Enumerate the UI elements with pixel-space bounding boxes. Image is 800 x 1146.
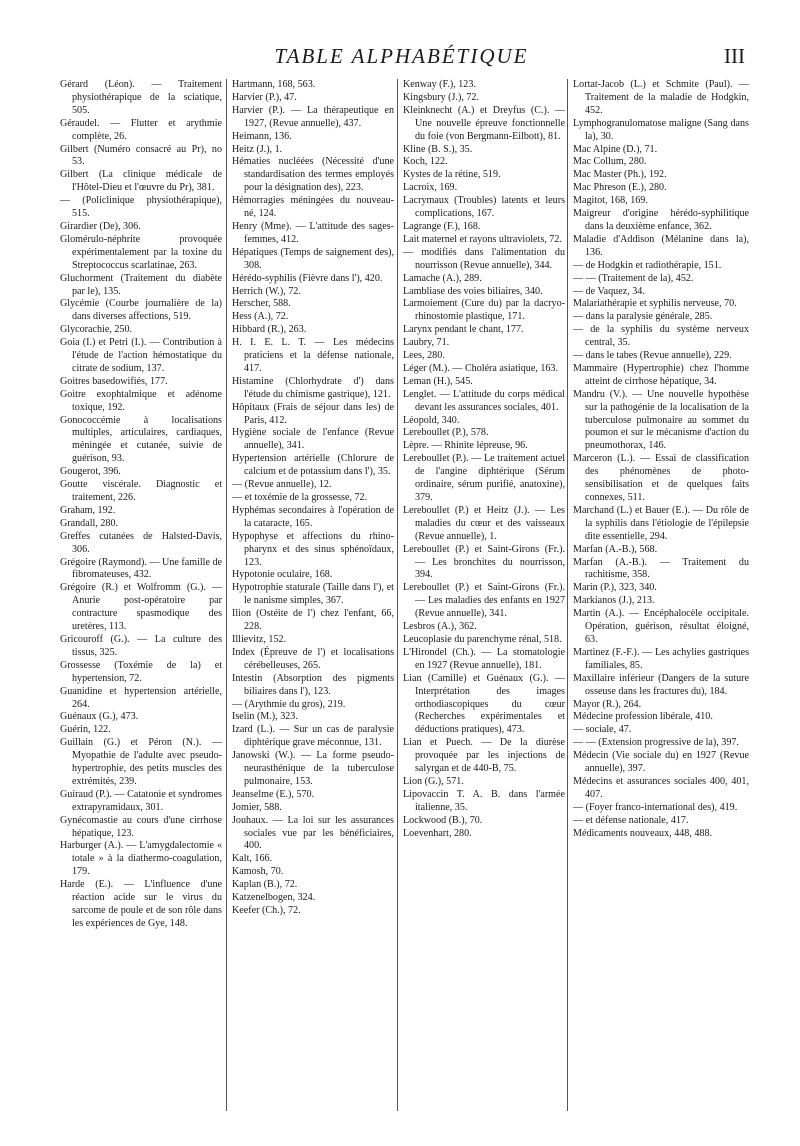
index-entry: Kamosh, 70. xyxy=(232,866,284,878)
index-entry: Guénaux (G.), 473. xyxy=(60,711,139,723)
index-entry: Lacroix, 169. xyxy=(403,182,458,194)
index-entry: Maigreur d'origine hérédo-syphilitique dans la deuxième enfance, 362. xyxy=(573,208,749,232)
index-entry: Léopold, 340. xyxy=(403,414,460,426)
index-entry: Herscher, 588. xyxy=(232,298,291,310)
index-entry: Janowski (W.). — La forme pseudo-neurasthénique de la tuberculose pulmonaire, 153. xyxy=(232,750,394,787)
index-entry: Larynx pendant le chant, 177. xyxy=(403,324,524,336)
index-entry: Martinez (F.-F.). — Les achylies gastriques familiales, 85. xyxy=(573,646,749,671)
index-entry: Gilbert (La clinique médicale de l'Hôtel-Dieu et l'œuvre du Pr), 381. xyxy=(60,169,222,194)
index-entry: Géraudel. — Flutter et arythmie complète, 26. xyxy=(60,117,222,142)
index-entry: Hérédo-syphilis (Fièvre dans l'), 420. xyxy=(232,272,383,284)
index-entry: Gilbert (Numéro consacré au Pr), no 53. xyxy=(60,143,222,168)
index-entry: Laubry, 71. xyxy=(403,337,450,349)
index-entry: — (Revue annuelle), 12. xyxy=(232,479,332,491)
index-entry: Goitre exophtalmique et adénome toxique, 192. xyxy=(60,388,222,413)
index-entry: Heitz (J.), 1. xyxy=(232,143,283,155)
index-entry: Iselin (M.), 323. xyxy=(232,711,298,723)
index-entry: — — (Traitement de la), 452. xyxy=(573,272,694,284)
index-entry: Lereboullet (P.), 578. xyxy=(403,427,489,439)
index-entry: Lockwood (B.), 70. xyxy=(403,814,483,826)
index-entry: — et défense nationale, 417. xyxy=(573,814,689,826)
index-entry: Lees, 280. xyxy=(403,350,445,362)
index-entry: Grégoire (R.) et Wolfromm (G.). — Anurie post-opératoire par contracture spasmodique des uretères, 113. xyxy=(60,582,222,633)
page-title: TABLE ALPHABÉTIQUE xyxy=(274,44,529,68)
index-entry: Lereboullet (P.) et Heitz (J.). — Les maladies du cœur et des vaisseaux (Revue annuelle), 1. xyxy=(403,504,565,542)
page-number: III xyxy=(724,44,745,68)
index-entry: Izard (L.). — Sur un cas de paralysie diphtérique grave méconnue, 131. xyxy=(232,724,394,749)
index-entry: Médicaments nouveaux, 448, 488. xyxy=(573,827,713,839)
index-entry: Goitres basedowifiés, 177. xyxy=(60,375,168,387)
index-entry: Glomérulo-néphrite provoquée expérimentalement par la toxine du Streptococcus scarlatinae, 263. xyxy=(60,233,222,271)
index-entry: Gougerot, 396. xyxy=(60,466,121,478)
index-entry: Kleinknecht (A.) et Dreyfus (C.). — Une nouvelle épreuve fonctionnelle du foie (von Bergmann-Eilbott), 81. xyxy=(403,104,565,142)
index-entry: Larmoiement (Cure du) par la dacryo-rhinostomie plastique, 171. xyxy=(403,298,565,323)
index-entry: Harvier (P.), 47. xyxy=(232,91,297,103)
index-column-3 xyxy=(403,79,565,840)
index-entry: Henry (Mme). — L'attitude des sages-femmes, 412. xyxy=(232,220,394,245)
index-entry: Marfan (A.-B.). — Traitement du rachitisme, 358. xyxy=(573,556,749,581)
index-entry: Hartmann, 168, 563. xyxy=(232,79,316,90)
index-entry: Magitot, 168, 169. xyxy=(573,195,648,207)
index-entry: Hygiène sociale de l'enfance (Revue annuelle), 341. xyxy=(232,427,394,452)
index-column-2 xyxy=(232,79,394,918)
index-entry: Kingsbury (J.), 72. xyxy=(403,91,479,103)
index-entry: Katzenelbogen, 324. xyxy=(232,892,316,904)
index-entry: Lamache (A.), 289. xyxy=(403,272,482,284)
index-entry: Glycorachie, 250. xyxy=(60,324,133,336)
index-entry: Mac Master (Ph.), 192. xyxy=(573,169,667,181)
index-entry: Index (Épreuve de l') et localisations cérébelleuses, 265. xyxy=(232,646,394,671)
index-entry: Girardier (De), 306. xyxy=(60,220,141,232)
index-entry: Lesbros (A.), 362. xyxy=(403,621,477,633)
index-entry: Goia (I.) et Petri (I.). — Contribution à l'étude de l'action hémostatique du citrate de sodium, 137. xyxy=(60,337,222,374)
index-entry: — dans la paralysie générale, 285. xyxy=(573,311,713,323)
index-entry: Lèpre. — Rhinite lépreuse, 96. xyxy=(403,440,528,452)
index-entry: — — (Extension progressive de la), 397. xyxy=(573,737,739,749)
index-entry: Guillain (G.) et Péron (N.). — Myopathie de l'adulte avec pseudo-hypertrophie, des petits muscles des extrémités, 239. xyxy=(60,737,222,787)
index-entry: Ilion (Ostéite de l') chez l'enfant, 66, 228. xyxy=(232,608,394,633)
index-entry: Grégoire (Raymond). — Une famille de fibromateuses, 432. xyxy=(60,556,223,581)
index-entry: Lereboullet (P.). — Le traitement actuel de l'angine diphtérique (Sérum ordinaire, sérum purifié, anatoxine), 379. xyxy=(403,453,565,503)
index-entry: Harburger (A.). — L'amygdalectomie « totale » à la diathermo-coagulation, 179. xyxy=(60,840,222,878)
index-entry: Hépatiques (Temps de saignement des), 308. xyxy=(232,246,394,271)
index-column-4 xyxy=(573,79,749,840)
index-entry: Mandru (V.). — Une nouvelle hypothèse sur la pathogénie de la localisation de la tuberculose pulmonaire au sommet du poumon et sur le mécanisme d'action du pneumothorax, 146. xyxy=(573,388,749,452)
index-entry: H. I. E. L. T. — Les médecins praticiens et la défense nationale, 417. xyxy=(232,337,394,374)
index-entry: Marceron (L.). — Essai de classification des phénomènes de photo-sensibilisation et de quelques faits connexes, 511. xyxy=(573,453,749,503)
index-entry: Marfan (A.-B.), 568. xyxy=(573,543,658,555)
index-entry: Lian (Camille) et Guénaux (G.). — Interprétation des images orthodiascopiques du cœur (Recherches expérimentales et déductions pratiques), 473. xyxy=(403,672,565,736)
index-entry: Malariathérapie et syphilis nerveuse, 70. xyxy=(573,298,737,310)
index-entry: Lymphogranulomatose maligne (Sang dans la), 30. xyxy=(573,117,749,142)
index-entry: Médecine profession libérale, 410. xyxy=(573,711,713,723)
index-entry: — et toxémie de la grossesse, 72. xyxy=(232,492,368,503)
index-entry: Maxillaire inférieur (Dangers de la suture osseuse dans les fractures du), 184. xyxy=(573,672,749,697)
index-entry: Léger (M.). — Choléra asiatique, 163. xyxy=(403,362,559,374)
index-entry: Lenglet. — L'attitude du corps médical devant les assurances sociales, 401. xyxy=(403,388,565,413)
index-entry: Hypotrophie staturale (Taille dans l'), et le nanisme simples, 367. xyxy=(232,582,394,607)
index-entry: Glycémie (Courbe journalière de la) dans diverses affections, 519. xyxy=(60,298,222,323)
index-entry: Lion (G.), 571. xyxy=(403,775,464,787)
index-entry: — sociale, 47. xyxy=(573,724,632,736)
index-entry: Marin (P.), 323, 340. xyxy=(573,582,657,594)
index-entry: Koch, 122. xyxy=(403,156,448,168)
index-entry: Kalt, 166. xyxy=(232,853,273,865)
index-entry: Intestin (Absorption des pigments biliaires dans l'), 123. xyxy=(232,672,394,697)
index-entry: Lait maternel et rayons ultraviolets, 72. xyxy=(403,233,562,245)
page-header xyxy=(58,44,745,74)
index-entry: Hyphémas secondaires à l'opération de la cataracte, 165. xyxy=(232,504,394,529)
index-columns xyxy=(60,79,755,1139)
index-entry: Lipovaccin T. A. B. dans l'armée italienne, 35. xyxy=(403,788,565,813)
index-entry: Jomier, 588. xyxy=(232,801,282,813)
index-entry: Hôpitaux (Frais de séjour dans les) de Paris, 412. xyxy=(232,401,394,426)
index-entry: Lian et Puech. — De la diurèse provoquée par les injections de salyrgan et de 440-B, 75. xyxy=(403,737,565,775)
index-entry: Kline (B. S.), 35. xyxy=(403,143,473,155)
index-entry: L'Hirondel (Ch.). — La stomatologie en 1927 (Revue annuelle), 181. xyxy=(403,646,565,671)
index-entry: Guiraud (P.). — Catatonie et syndromes extrapyramidaux, 301. xyxy=(60,788,222,813)
index-entry: — de Hodgkin et radiothérapie, 151. xyxy=(573,259,722,271)
index-entry: Lereboullet (P.) et Saint-Girons (Fr.). — Les bronchites du nourrisson, 394. xyxy=(403,543,565,581)
index-entry: Marchand (L.) et Bauer (E.). — Du rôle de la syphilis dans l'étiologie de l'épilepsie dite essentielle, 294. xyxy=(573,504,749,542)
index-column-1 xyxy=(60,79,222,931)
column-divider xyxy=(397,79,398,1111)
index-entry: Mammaire (Hypertrophie) chez l'homme atteint de cirrhose hépatique, 34. xyxy=(573,362,749,387)
index-entry: Harde (E.). — L'influence d'une réaction acide sur le virus du sarcome de poule et de son rôle dans les expériences de Gye, 148. xyxy=(60,879,222,929)
index-entry: — dans le tabes (Revue annuelle), 229. xyxy=(573,350,732,362)
index-entry: Keefer (Ch.), 72. xyxy=(232,905,301,916)
index-entry: Goutte viscérale. Diagnostic et traitement, 226. xyxy=(60,479,222,503)
index-entry: — de Vaquez, 34. xyxy=(573,285,645,297)
column-divider xyxy=(226,79,227,1111)
index-entry: Markianos (J.), 213. xyxy=(573,595,655,607)
index-entry: Gérard (Léon). — Traitement physiothérapique de la sciatique, 505. xyxy=(60,79,222,116)
index-entry: Hess (A.), 72. xyxy=(232,311,289,323)
index-entry: Grossesse (Toxémie de la) et hypertension, 72. xyxy=(60,659,222,684)
index-entry: — (Arythmie du gros), 219. xyxy=(232,698,346,710)
index-entry: Hypertension artérielle (Chlorure de calcium et de potassium dans l'), 35. xyxy=(232,453,394,478)
index-entry: Médecin (Vie sociale du) en 1927 (Revue annuelle), 397. xyxy=(573,750,749,775)
index-entry: Heimann, 136. xyxy=(232,130,292,142)
index-entry: Grandall, 280. xyxy=(60,517,119,529)
index-entry: Kaplan (B.), 72. xyxy=(232,879,298,891)
index-entry: Kystes de la rétine, 519. xyxy=(403,169,501,181)
index-entry: Harvier (P.). — La thérapeutique en 1927, (Revue annuelle), 437. xyxy=(232,104,394,129)
index-entry: Guanidine et hypertension artérielle, 264. xyxy=(60,685,222,710)
index-entry: Médecins et assurances sociales 400, 401, 407. xyxy=(573,775,749,800)
index-entry: Lagrange (F.), 168. xyxy=(403,220,481,232)
index-entry: — (Foyer franco-international des), 419. xyxy=(573,801,738,813)
index-entry: Hypotonie oculaire, 168. xyxy=(232,569,333,581)
index-entry: Herrich (W.), 72. xyxy=(232,285,301,297)
index-entry: Leman (H.), 545. xyxy=(403,375,473,387)
index-entry: Loevenhart, 280. xyxy=(403,827,472,839)
index-entry: Graham, 192. xyxy=(60,504,116,516)
index-entry: Mac Phreson (E.), 280. xyxy=(573,182,667,194)
index-entry: Hémorragies méningées du nouveau-né, 124. xyxy=(232,195,394,220)
index-entry: Lambliase des voies biliaires, 340. xyxy=(403,285,543,297)
index-entry: Mac Collum, 280. xyxy=(573,156,647,168)
index-entry: Jeanselme (E.), 570. xyxy=(232,788,315,800)
index-entry: Jouhaux. — La loi sur les assurances sociales vue par les bénéficiaires, 400. xyxy=(232,814,394,852)
index-entry: Leucoplasie du parenchyme rénal, 518. xyxy=(403,633,562,645)
index-entry: Gluchorment (Traitement du diabète par le), 135. xyxy=(60,272,222,297)
index-entry: Lacrymaux (Troubles) latents et leurs complications, 167. xyxy=(403,195,565,220)
column-divider xyxy=(567,79,568,1111)
index-entry: Greffes cutanées de Halsted-Davis, 306. xyxy=(60,530,222,555)
index-entry: Gynécomastie au cours d'une cirrhose hépatique, 123. xyxy=(60,814,222,839)
index-entry: — modifiés dans l'alimentation du nourrisson (Revue annuelle), 344. xyxy=(403,246,565,271)
index-entry: Lortat-Jacob (L.) et Schmite (Paul). — Traitement de la maladie de Hodgkin, 452. xyxy=(573,79,749,116)
index-entry: Illievitz, 152. xyxy=(232,633,287,645)
index-entry: Hématies nucléées (Nécessité d'une standardisation des termes employés pour la désignation des), 223. xyxy=(232,156,394,194)
index-entry: Guérin, 122. xyxy=(60,724,111,736)
index-entry: Lereboullet (P.) et Saint-Girons (Fr.). — Les maladies des enfants en 1927 (Revue annuelle), 341. xyxy=(403,582,565,620)
index-entry: Kenway (F.), 123. xyxy=(403,79,476,90)
index-entry: Hypophyse et affections du rhino-pharynx et des sinus sphénoïdaux, 123. xyxy=(232,530,394,568)
index-entry: Hibbard (R.), 263. xyxy=(232,324,307,336)
index-entry: Gricouroff (G.). — La culture des tissus, 325. xyxy=(60,633,222,658)
index-entry: — (Policlinique physiothérapique), 515. xyxy=(60,195,222,220)
index-entry: Mac Alpine (D.), 71. xyxy=(573,143,658,155)
index-entry: Gonococcémie à localisations multiples, articulaires, cardiaques, méningée et cutanée, suivie de guérison, 93. xyxy=(60,414,222,465)
index-entry: — de la syphilis du système nerveux central, 35. xyxy=(573,324,749,349)
index-entry: Histamine (Chlorhydrate d') dans l'étude du chimisme gastrique), 121. xyxy=(232,375,394,400)
index-entry: Martin (A.). — Encéphalocèle occipitale. Opération, guérison, résultat éloigné, 63. xyxy=(573,608,749,645)
index-entry: Maladie d'Addison (Mélanine dans la), 136. xyxy=(573,233,749,258)
index-entry: Mayor (R.), 264. xyxy=(573,698,642,710)
